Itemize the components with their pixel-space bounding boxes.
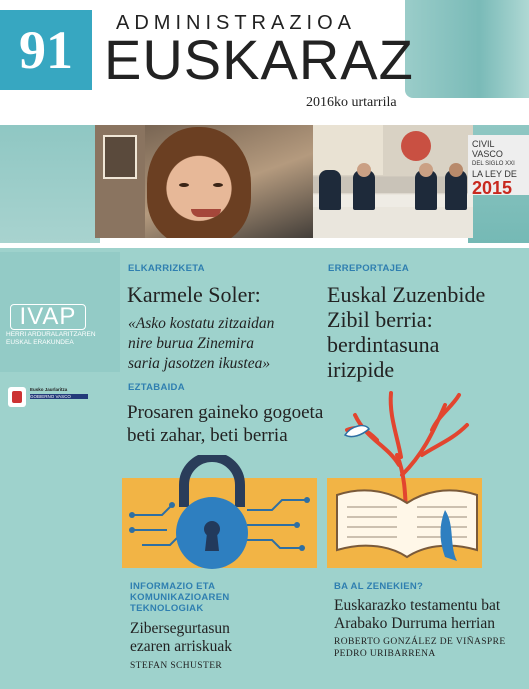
report-title-line-1: Euskal Zuzenbide [327, 282, 486, 307]
poster-line-2: VASCO [472, 149, 503, 159]
interviewee-face [147, 127, 251, 238]
did-you-know-title [334, 597, 500, 633]
did-you-know-author-2: PEDRO URIBARRENA [334, 649, 436, 659]
ivap-sub-line-1: HERRI ARDURALARITZAREN [6, 331, 96, 338]
interview-quote-line-3: saria jasotzen ikustea» [128, 355, 271, 372]
section-label-ict [130, 581, 230, 614]
debate-title-line-1: Prosaren gaineko gogoeta [127, 402, 324, 423]
section-label-debate: EZTABAIDA [128, 382, 185, 393]
interview-quote-line-1: «Asko kostatu zitzaidan [128, 315, 275, 332]
section-label-report: ERREPORTAJEA [328, 263, 410, 274]
gov-line-1: Eusko Jaurlaritza [30, 387, 68, 392]
header-brush-decoration [405, 0, 529, 98]
did-you-know-title-line-1: Euskarazko testamentu bat [334, 597, 501, 614]
interview-photo [95, 125, 323, 238]
interview-title: Karmele Soler: [127, 282, 261, 307]
debate-title-line-2: beti zahar, beti berria [127, 425, 288, 446]
ict-title-line-1: Zibersegurtasun [130, 620, 230, 637]
basque-government-logo [8, 387, 88, 407]
did-you-know-author-1: ROBERTO GONZÁLEZ DE VIÑASPRE [334, 637, 506, 647]
report-title-line-3: berdintasuna [327, 332, 440, 357]
ict-title-line-2: ezaren arriskuak [130, 638, 232, 655]
interview-quote [128, 314, 274, 374]
report-title [327, 282, 485, 382]
poster-year: 2015 [472, 178, 513, 198]
padlock-icon [122, 455, 317, 575]
ict-author: STEFAN SCHUSTER [130, 661, 223, 671]
report-title-line-4: irizpide [327, 357, 395, 382]
magazine-title-main: EUSKARAZ [104, 28, 414, 91]
gov-line-2: GOBIERNO VASCO [30, 394, 88, 399]
conference-poster [468, 135, 529, 198]
section-label-did-you-know: BA AL ZENEKIEN? [334, 581, 424, 592]
poster-line-4: LA LEY DE [472, 169, 517, 179]
ivap-sub-line-2: EUSKAL ERAKUNDEA [6, 339, 74, 346]
ict-section-line-2: KOMUNIKAZIOAREN [130, 592, 230, 603]
magazine-title-top: ADMINISTRAZIOA [116, 12, 357, 34]
issue-date: 2016ko urtarrila [306, 95, 397, 110]
coat-of-arms-icon [8, 387, 26, 407]
interview-quote-line-2: nire burua Zinemira [128, 335, 255, 352]
ivap-logo-subtitle [6, 331, 106, 347]
photo-left-brush-decoration [0, 125, 100, 243]
tree-book-icon [327, 385, 487, 575]
did-you-know-title-line-2: Arabako Durruma herrian [334, 615, 495, 632]
issue-number-badge [0, 10, 92, 90]
press-conference-photo [313, 125, 473, 238]
poster-line-1: CIVIL [472, 139, 495, 149]
ict-section-line-1: INFORMAZIO ETA [130, 581, 216, 592]
issue-number: 91 [19, 20, 73, 80]
did-you-know-authors [334, 636, 506, 660]
report-title-line-2: Zibil berria: [327, 307, 433, 332]
ict-title [130, 620, 232, 656]
debate-title [127, 401, 323, 447]
poster-line-3: DEL SIGLO XXI [472, 161, 515, 167]
ict-section-line-3: TEKNOLOGIAK [130, 603, 204, 614]
section-label-interview: ELKARRIZKETA [128, 263, 205, 274]
ivap-logo: IVAP [10, 304, 86, 330]
